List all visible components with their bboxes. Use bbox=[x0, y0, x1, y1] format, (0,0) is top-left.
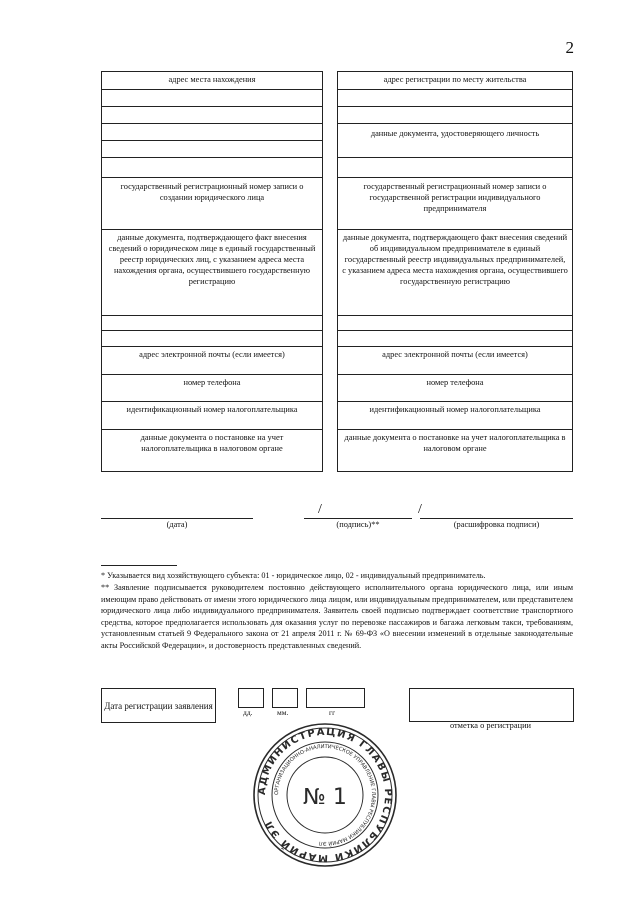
table-cell bbox=[338, 158, 573, 178]
table-cell: номер телефона bbox=[338, 375, 573, 402]
table-cell bbox=[102, 158, 323, 178]
table-cell bbox=[102, 124, 323, 141]
table-cell: адрес места нахождения bbox=[102, 72, 323, 90]
day-caption: дд. bbox=[243, 708, 253, 717]
table-cell bbox=[338, 107, 573, 124]
month-box[interactable] bbox=[272, 688, 298, 708]
seal-number: № 1 bbox=[303, 785, 347, 810]
official-seal-stamp bbox=[250, 720, 400, 870]
legal-entity-table bbox=[101, 71, 323, 472]
footnote-1: * Указывается вид хозяйствующего субъекта: 01 - юридическое лицо, 02 - индивидуальный предприниматель. bbox=[101, 571, 486, 580]
signature-line[interactable] bbox=[304, 518, 412, 519]
registration-mark-label: отметка о регистрации bbox=[449, 721, 532, 730]
registration-mark-box[interactable] bbox=[409, 688, 574, 722]
signature-slash: / bbox=[418, 502, 422, 517]
month-caption: мм. bbox=[277, 708, 289, 717]
page-number: 2 bbox=[565, 38, 574, 57]
table-cell bbox=[338, 331, 573, 347]
date-line[interactable] bbox=[101, 518, 253, 519]
table-cell: данные документа о постановке на учет налогоплательщика в налоговом органе bbox=[338, 430, 573, 472]
date-label: (дата) bbox=[166, 520, 188, 529]
seal-outer-text: АДМИНИСТРАЦИЯ ГЛАВЫ РЕСПУБЛИКИ МАРИЙ ЭЛ bbox=[256, 726, 394, 864]
table-cell bbox=[102, 141, 323, 158]
table-cell: данные документа, удостоверяющего личность bbox=[338, 124, 573, 158]
decoding-line[interactable] bbox=[420, 518, 573, 519]
table-cell: идентификационный номер налогоплательщика bbox=[102, 402, 323, 430]
individual-entrepreneur-table bbox=[337, 71, 573, 472]
table-cell: идентификационный номер налогоплательщика bbox=[338, 402, 573, 430]
year-caption: гг bbox=[329, 708, 336, 717]
table-cell bbox=[102, 90, 323, 107]
year-box[interactable] bbox=[306, 688, 365, 708]
table-cell bbox=[338, 90, 573, 107]
table-cell: данные документа, подтверждающего факт внесения сведений об индивидуальном предпринимателе в единый государственный реестр индивидуальных предпринимателей, с указанием адреса места нахождения органа, осуществившего государственную регистрацию bbox=[338, 230, 573, 316]
seal-inner-text: ОРГАНИЗАЦИОННО-АНАЛИТИЧЕСКОЕ УПРАВЛЕНИЕ ГЛАВЫ РЕСПУБЛИКИ МАРИЙ ЭЛ bbox=[273, 743, 377, 847]
table-cell: государственный регистрационный номер записи о государственной регистрации индивидуального предпринимателя bbox=[338, 178, 573, 230]
table-cell bbox=[338, 316, 573, 331]
table-cell: государственный регистрационный номер записи о создании юридического лица bbox=[102, 178, 323, 230]
day-box[interactable] bbox=[238, 688, 264, 708]
table-cell: адрес регистрации по месту жительства bbox=[338, 72, 573, 90]
decoding-label: (расшифровка подписи) bbox=[453, 520, 540, 529]
registration-date-label: Дата регистрации заявления bbox=[101, 688, 216, 723]
table-cell bbox=[102, 331, 323, 347]
footnote-2: ** Заявление подписывается руководителем постоянно действующего исполнительного органа юридического лица, или иным имеющим право действовать от имени этого юридического лица лицом, или индивидуальным предпринимателем, или представителем юридического лица либо индивидуального предпринимателя. Заявитель своей подписью подтверждает соответствие транспортного средства, которое предполагается использовать для оказания услуг по перевозке пассажиров и багажа легковым такси, требованиям, установленным статьей 9 Федерального закона от 21 апреля 2011 г. № 69-ФЗ «О внесении изменений в отдельные законодательные акты Российской Федерации», и достоверность представленных сведений. bbox=[101, 583, 573, 650]
table-cell: данные документа, подтверждающего факт внесения сведений о юридическом лице в единый государственный реестр юридических лиц, с указанием адреса места нахождения органа, осуществившего государственную регистрацию bbox=[102, 230, 323, 316]
table-cell: номер телефона bbox=[102, 375, 323, 402]
footnote-rule bbox=[101, 565, 177, 566]
table-cell: адрес электронной почты (если имеется) bbox=[338, 347, 573, 375]
table-cell: адрес электронной почты (если имеется) bbox=[102, 347, 323, 375]
signature-label: (подпись)** bbox=[336, 520, 380, 529]
table-cell bbox=[102, 107, 323, 124]
signature-slash: / bbox=[318, 502, 322, 517]
table-cell: данные документа о постановке на учет налогоплательщика в налоговом органе bbox=[102, 430, 323, 472]
table-cell bbox=[102, 316, 323, 331]
